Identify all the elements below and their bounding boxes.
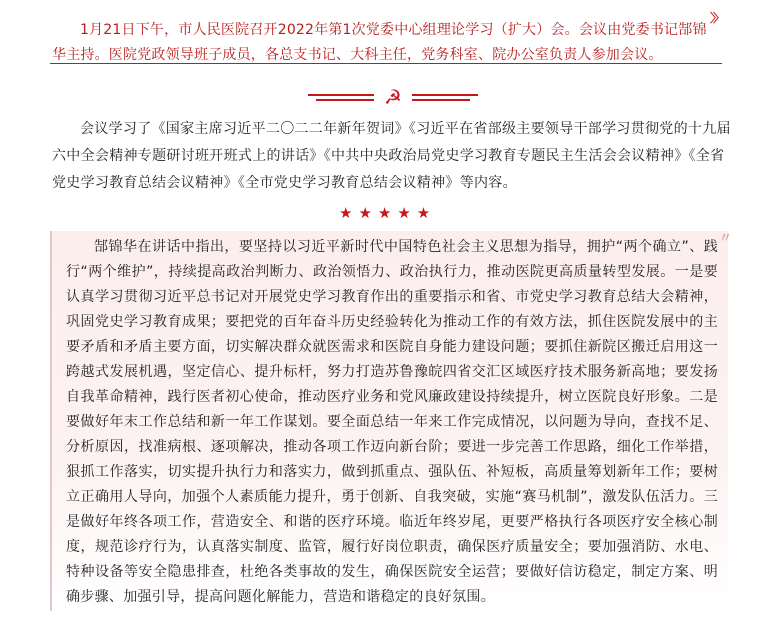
intro-box <box>44 6 726 63</box>
star-row-icon: ★★★★★ <box>339 204 437 222</box>
divider-line-left-bottom <box>316 99 374 101</box>
speech-box <box>50 231 732 611</box>
meeting-study-paragraph: 会议学习了《国家主席习近平二〇二二年新年贺词》《习近平在省部级主要领导干部学习贯彻党的十九届六中全会精神专题研讨班开班式上的讲话》《中共中央政治局党史学习教育专题民主生活会会议精神》《全省党史学习教育总结会议精神》《全市党史学习教育总结会议精神》等内容。 <box>52 121 731 191</box>
section-divider <box>306 85 480 109</box>
intro-underline <box>50 63 722 64</box>
divider-line-right-top <box>412 94 478 96</box>
divider-line-left-top <box>308 94 374 96</box>
speech-paragraph: 郜锦华在讲话中指出，要坚持以习近平新时代中国特色社会主义思想为指导，拥护“两个确立”、践行“两个维护”，持续提高政治判断力、政治领悟力、政治执行力，推动医院更高质量转型发展。一是要认真学习贯彻习近平总书记对开展党史学习教育作出的重要指示和省、市党史学习教育总结大会精神，巩固党史学习教育成果；要把党的百年奋斗历史经验转化为推动工作的有效方法，抓住医院发展中的主要矛盾和矛盾主要方面，切实解决群众就医需求和医院自身能力建设问题；要抓住新院区搬迁启用这一跨越式发展机遇，坚定信心、提升标杆，努力打造苏鲁豫皖四省交汇区域医疗技术服务新高地；要发扬自我革命精神，践行医者初心使命，推动医疗业务和党风廉政建设持续提升，树立医院良好形象。二是要做好年末工作总结和新一年工作谋划。要全面总结一年来工作完成情况，以问题为导向，查找不足、分析原因，找准病根、逐项解决，推动各项工作迈向新台阶；要进一步完善工作思路，细化工作举措，狠抓工作落实，切实提升执行力和落实力，做到抓重点、强队伍、补短板，高质量筹划新年工作；要树立正确用人导向，加强个人素质能力提升，勇于创新、自我突破，实施“赛马机制”，激发队伍活力。三是做好年终各项工作，营造安全、和谐的医疗环境。临近年终岁尾，更要严格执行各项医疗安全核心制度，规范诊疗行为，认真落实制度、监管，履行好岗位职责，确保医疗质量安全；要加强消防、水电、特种设备等安全隐患排查，杜绝各类事故的发生，确保医院安全运营；要做好信访稳定，制定方案、明确步骤、加强引导，提高问题化解能力，营造和谐稳定的良好氛围。 <box>66 239 718 605</box>
intro-paragraph: 1月21日下午，市人民医院召开2022年第1次党委中心组理论学习（扩大）会。会议由党委书记郜锦华主持。医院党政领导班子成员，各总支书记、大科主任，党务科室、院办公室负责人参加会议。 <box>52 22 707 63</box>
divider-line-right-bottom <box>412 99 470 101</box>
quote-mark-icon: 〃 <box>718 231 732 246</box>
double-chevron-icon: 〉〉 <box>709 11 722 25</box>
party-emblem-icon: ☭ <box>384 85 402 109</box>
